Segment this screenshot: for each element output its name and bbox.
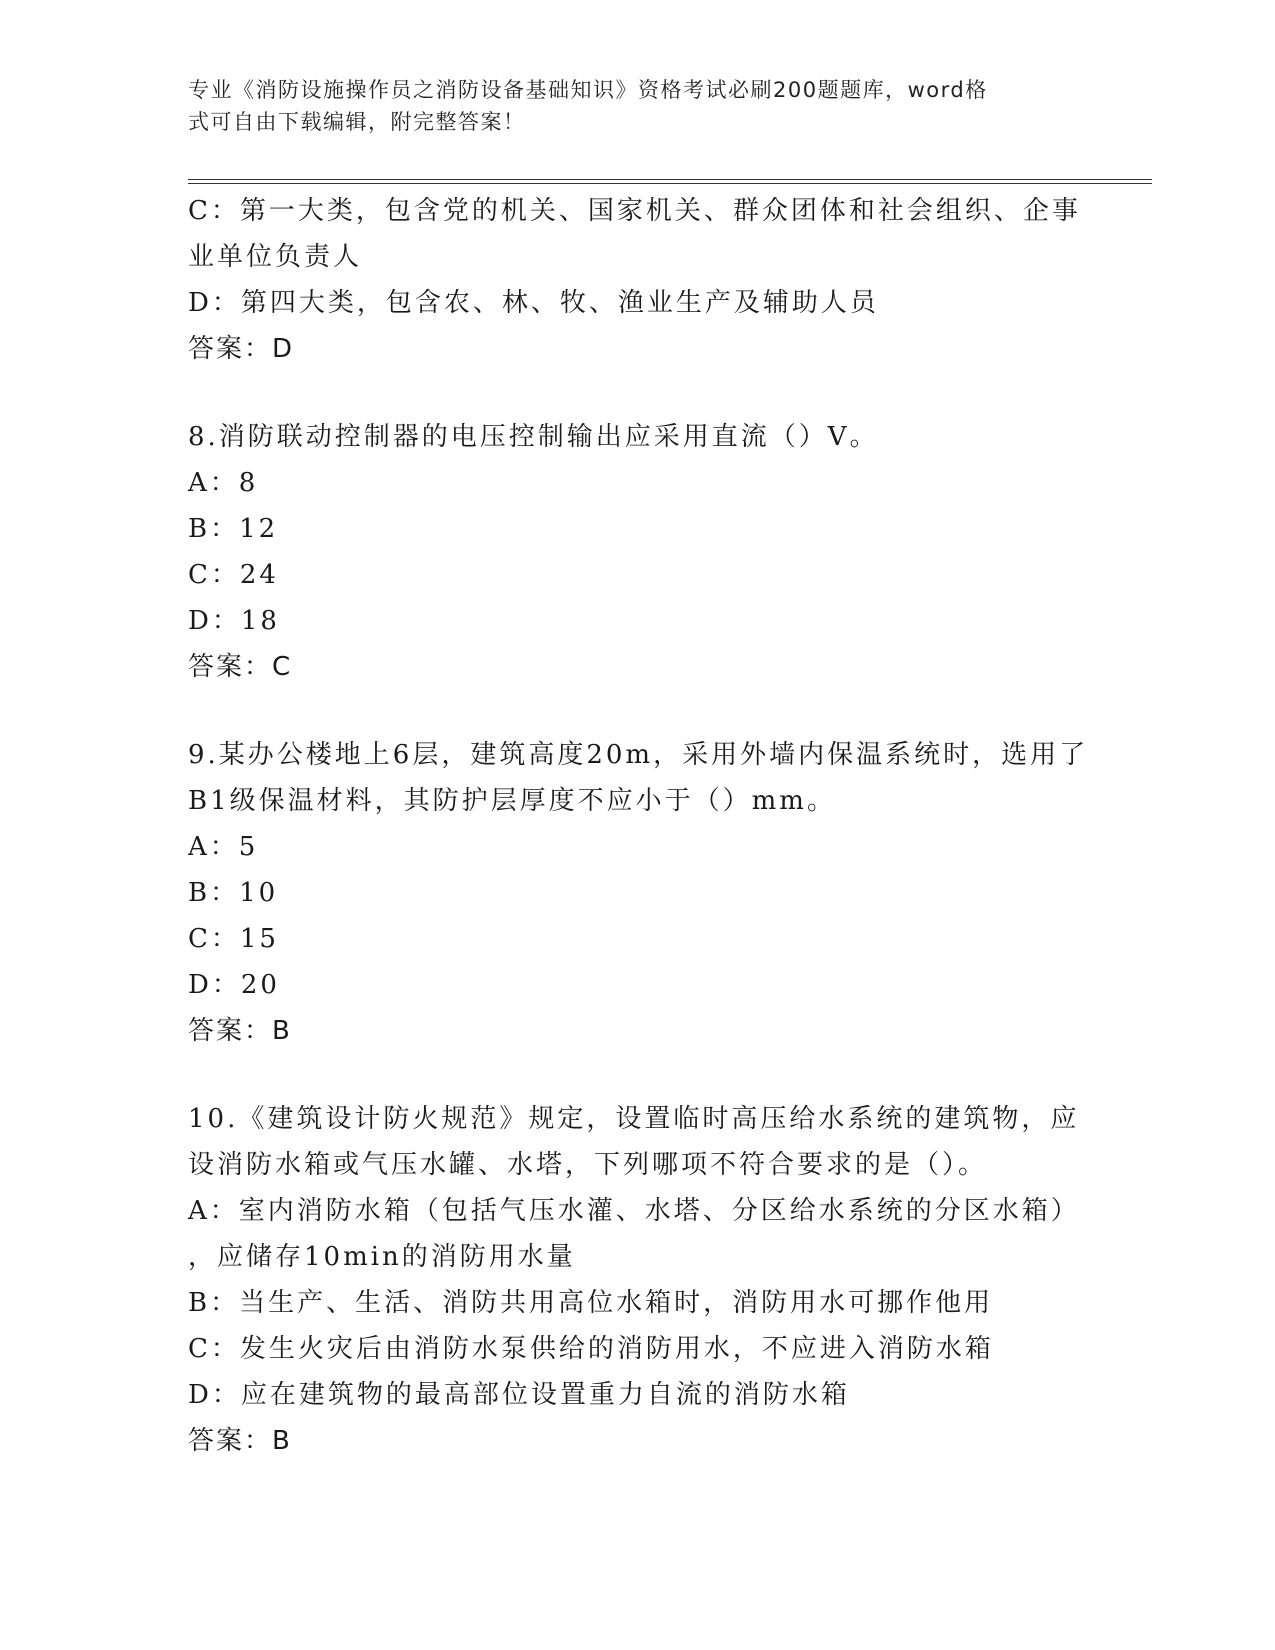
question-stem-line-1: 10.《建筑设计防火规范》规定，设置临时高压给水系统的建筑物，应 bbox=[188, 1104, 1080, 1134]
answer: 答案：B bbox=[188, 1426, 292, 1456]
option-c-line-1: C：第一大类，包含党的机关、国家机关、群众团体和社会组织、企事 bbox=[188, 196, 1081, 226]
answer: 答案：D bbox=[188, 334, 295, 364]
header-line-1: 专业《消防设施操作员之消防设备基础知识》资格考试必刷200题题库，word格 bbox=[188, 78, 988, 102]
question-7-continued bbox=[188, 188, 1088, 372]
question-10 bbox=[188, 1096, 1088, 1464]
option-d: D：20 bbox=[188, 970, 280, 1000]
answer: 答案：B bbox=[188, 1016, 292, 1046]
question-list bbox=[188, 188, 1088, 1464]
option-a-line-1: A：室内消防水箱（包括气压水灌、水塔、分区给水系统的分区水箱） bbox=[188, 1196, 1080, 1226]
question-stem-line-2: 设消防水箱或气压水罐、水塔，下列哪项不符合要求的是（）。 bbox=[188, 1150, 988, 1180]
question-stem-line-2: B1级保温材料，其防护层厚度不应小于（）mm。 bbox=[188, 786, 836, 816]
option-c-line-2: 业单位负责人 bbox=[188, 242, 363, 272]
option-a: A：8 bbox=[188, 468, 259, 498]
question-stem: 8.消防联动控制器的电压控制输出应采用直流（）V。 bbox=[188, 422, 879, 452]
option-b: B：当生产、生活、消防共用高位水箱时，消防用水可挪作他用 bbox=[188, 1288, 994, 1318]
question-8 bbox=[188, 414, 1088, 690]
option-a: A：5 bbox=[188, 832, 259, 862]
header-line-2: 式可自由下载编辑，附完整答案！ bbox=[188, 110, 526, 134]
option-c: C：15 bbox=[188, 924, 279, 954]
question-9 bbox=[188, 732, 1088, 1054]
answer: 答案：C bbox=[188, 652, 293, 682]
option-d: D：18 bbox=[188, 606, 280, 636]
option-d: D：应在建筑物的最高部位设置重力自流的消防水箱 bbox=[188, 1380, 850, 1410]
option-c: C：24 bbox=[188, 560, 279, 590]
spacer bbox=[188, 372, 1088, 414]
option-b: B：12 bbox=[188, 514, 279, 544]
question-stem-line-1: 9.某办公楼地上6层，建筑高度20m，采用外墙内保温系统时，选用了 bbox=[188, 740, 1089, 770]
option-a-line-2: ，应储存10min的消防用水量 bbox=[188, 1242, 576, 1272]
spacer bbox=[188, 1054, 1088, 1096]
header-divider-top bbox=[188, 179, 1152, 180]
document-header bbox=[188, 74, 1068, 138]
spacer bbox=[188, 690, 1088, 732]
header-divider-bottom bbox=[188, 183, 1152, 184]
option-c: C：发生火灾后由消防水泵供给的消防用水，不应进入消防水箱 bbox=[188, 1334, 994, 1364]
option-b: B：10 bbox=[188, 878, 279, 908]
option-d: D：第四大类，包含农、林、牧、渔业生产及辅助人员 bbox=[188, 288, 879, 318]
